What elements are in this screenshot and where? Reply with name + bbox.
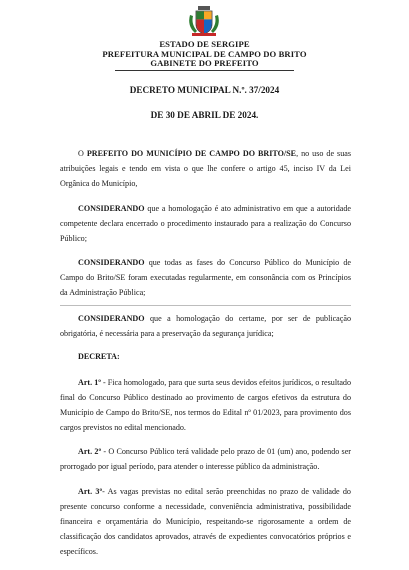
decree-number: DECRETO MUNICIPAL N.º. 37/2024 (129, 85, 280, 95)
article-text: - Fica homologado, para que surta seus devidos efeitos jurídicos, o resultado final do Concurso Público destinado ao provimento de cargos efetivos da estrutura do Município de Campo do Brito/SE, nos termos do Edital nº 01/2023, para provimento dos cargos previstos no edital mencionado. (60, 378, 352, 432)
header-rule (115, 70, 294, 71)
decree-date: DE 30 DE ABRIL DE 2024. (150, 110, 259, 120)
letterhead (0, 40, 409, 69)
decreta-label: DECRETA: (78, 352, 120, 361)
considerando-paragraph-1 (60, 201, 351, 246)
considerando-text: que a homologação é ato administrativo em que a autoridade competente declara encerrado o procedimento instaurado para a realização do Concurso Público; (60, 204, 351, 243)
considerando-text: que todas as fases do Concurso Público do Município de Campo do Brito/SE foram executadas regularmente, em consonância com os Princípios da Administração Pública; (60, 258, 351, 297)
coat-of-arms-icon (187, 6, 221, 37)
preamble-paragraph (60, 146, 351, 191)
considerando-text: que a homologação do certame, por ser de publicação obrigatória, é necessária para a preservação da segurança jurídica; (60, 314, 351, 338)
decreta-heading (60, 349, 351, 364)
considerando-keyword: CONSIDERANDO (78, 204, 145, 213)
article-3 (60, 484, 351, 559)
article-label: Art. 1º (78, 378, 101, 387)
preamble-text: , no uso de suas atribuições legais e tendo em vista o que lhe confere o artigo 45, inciso IV da Lei Orgânica do Município, (60, 149, 351, 188)
section-divider (60, 305, 351, 306)
preamble-subject: PREFEITO DO MUNICÍPIO DE CAMPO DO BRITO/SE (86, 149, 297, 158)
article-label: Art. 2º (78, 447, 102, 456)
prefecture-name: PREFEITURA MUNICIPAL DE CAMPO DO BRITO (102, 48, 307, 59)
article-label: Art. 3º (78, 487, 103, 496)
considerando-paragraph-2 (60, 255, 351, 300)
state-name: ESTADO DE SERGIPE (159, 39, 250, 49)
article-1 (60, 375, 351, 435)
considerando-keyword: CONSIDERANDO (78, 314, 145, 323)
preamble-lead: O (78, 149, 87, 158)
considerando-keyword: CONSIDERANDO (78, 258, 145, 267)
article-text: - As vagas previstas no edital serão preenchidas no prazo de validade do presente concurso conforme a necessidade, conveniência administrativa, possibilidade financeira e orçamentária do Município, respeitando-se rigorosamente a ordem de classificação dos candidatos aprovados, através de expedientes convocatórios próprios e específicos. (60, 487, 351, 556)
article-text: - O Concurso Público terá validade pelo prazo de 01 (um) ano, podendo ser prorrogado por igual período, para atender o interesse público da administração. (60, 447, 351, 471)
office-name: GABINETE DO PREFEITO (150, 58, 259, 69)
considerando-paragraph-3 (60, 311, 351, 341)
article-2 (60, 444, 351, 474)
